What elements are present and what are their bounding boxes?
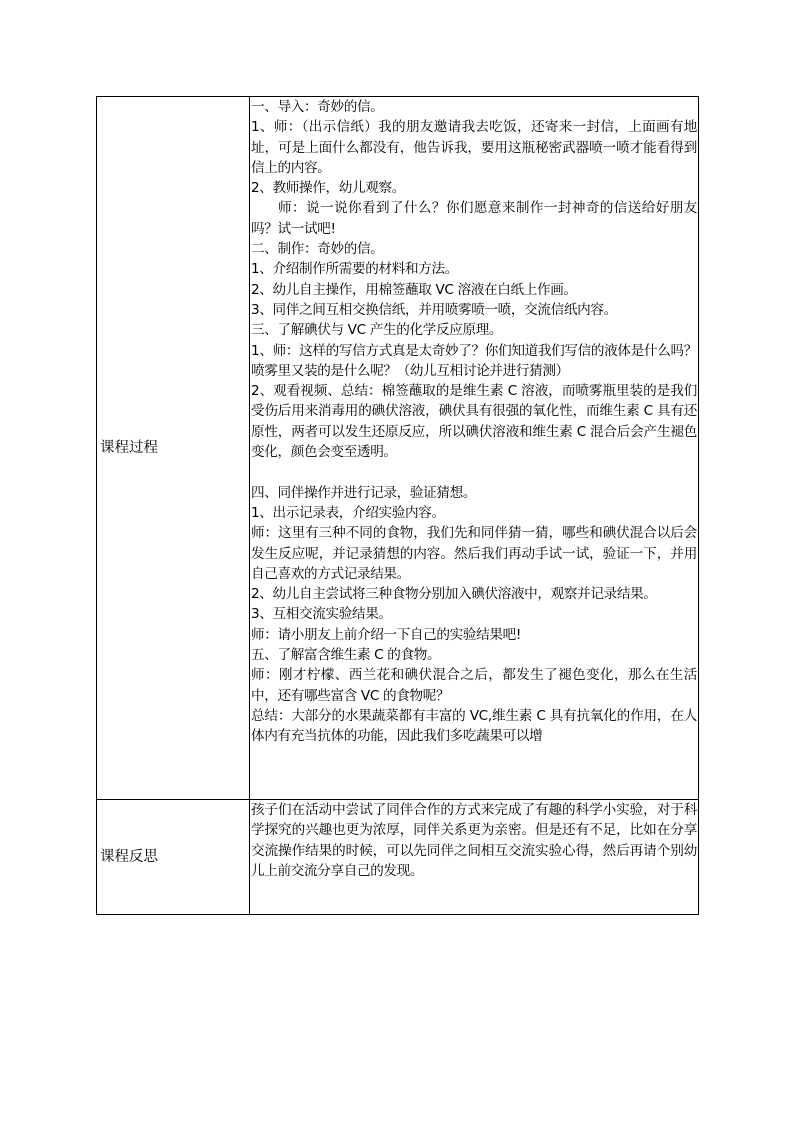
paragraph: 2、幼儿自主操作，用棉签蘸取 VC 溶液在白纸上作画。: [251, 281, 577, 298]
table-row-reflection: [97, 800, 699, 915]
paragraph: 师：刚才柠檬、西兰花和碘伏混合之后，都发生了褪色变化，那么在生活中，还有哪些富含 VC 的食物呢？: [251, 667, 697, 704]
paragraph: 1、师：这样的写信方式真是太奇妙了？你们知道我们写信的液体是什么吗？喷雾里又装的是什么呢？（幼儿互相讨论并进行猜测）: [251, 342, 697, 379]
process-text: [250, 97, 698, 799]
row-label-cell: [97, 800, 250, 915]
paragraph: 三、了解碘伏与 VC 产生的化学反应原理。: [251, 322, 503, 339]
blank-line: [250, 462, 698, 482]
row-label-cell: [97, 97, 250, 800]
paragraph: 2、幼儿自主尝试将三种食物分别加入碘伏溶液中，观察并记录结果。: [251, 586, 657, 603]
paragraph: 2、观看视频、总结：棉签蘸取的是维生素 C 溶液，而喷雾瓶里装的是我们受伤后用来消毒用的碘伏溶液，碘伏具有很强的氧化性，而维生素 C 具有还原性，两者可以发生还原反应，所以碘伏溶液和维生素 C 混合后会产生褪色变化，颜色会变至透明。: [251, 383, 697, 461]
paragraph: 一、导入：奇妙的信。: [251, 99, 384, 115]
paragraph: 1、出示记录表，介绍实验内容。: [251, 504, 445, 521]
paragraph: 二、制作：奇妙的信。: [251, 241, 384, 258]
paragraph: 1、师：（出示信纸）我的朋友邀请我去吃饭，还寄来一封信，上面画有地址，可是上面什么都没有，他告诉我，要用这瓶秘密武器喷一喷才能看得到信上的内容。: [251, 119, 697, 176]
reflection-text: [250, 800, 698, 914]
table-row-process: [97, 97, 699, 800]
lesson-table: [96, 96, 699, 915]
paragraph: 3、互相交流实验结果。: [251, 606, 392, 623]
paragraph: 1、介绍制作所需要的材料和方法。: [251, 261, 458, 278]
paragraph: 师：这里有三种不同的食物，我们先和同伴猜一猜，哪些和碘伏混合以后会发生反应呢，并记录猜想的内容。然后我们再动手试一试，验证一下，并用自己喜欢的方式记录结果。: [251, 525, 697, 582]
row-label-reflection: 课程反思: [100, 849, 158, 865]
paragraph: 五、了解富含维生素 C 的食物。: [251, 647, 441, 664]
paragraph: 3、同伴之间互相交换信纸，并用喷雾喷一喷，交流信纸内容。: [251, 301, 617, 318]
paragraph: 2、教师操作，幼儿观察。: [251, 180, 405, 197]
row-label-process: 课程过程: [100, 440, 158, 456]
paragraph: 四、同伴操作并进行记录，验证猜想。: [251, 484, 477, 501]
reflection-content-cell: [250, 800, 699, 915]
paragraph: 孩子们在活动中尝试了同伴合作的方式来完成了有趣的科学小实验，对于科学探究的兴趣也更为浓厚，同伴关系更为亲密。但是还有不足，比如在分享交流操作结果的时候，可以先同伴之间相互交流实验心得，然后再请个别幼儿上前交流分享自己的发现。: [251, 802, 697, 879]
paragraph: 师：请小朋友上前介绍一下自己的实验结果吧!: [251, 626, 521, 643]
process-content-cell: [250, 97, 699, 800]
paragraph: 总结：大部分的水果蔬菜都有丰富的 VC,维生素 C 具有抗氧化的作用，在人体内有充当抗体的功能，因此我们多吃蔬果可以增: [251, 707, 697, 745]
paragraph: 师：说一说你看到了什么？你们愿意来制作一封神奇的信送给好朋友吗？试一试吧!: [251, 200, 697, 237]
